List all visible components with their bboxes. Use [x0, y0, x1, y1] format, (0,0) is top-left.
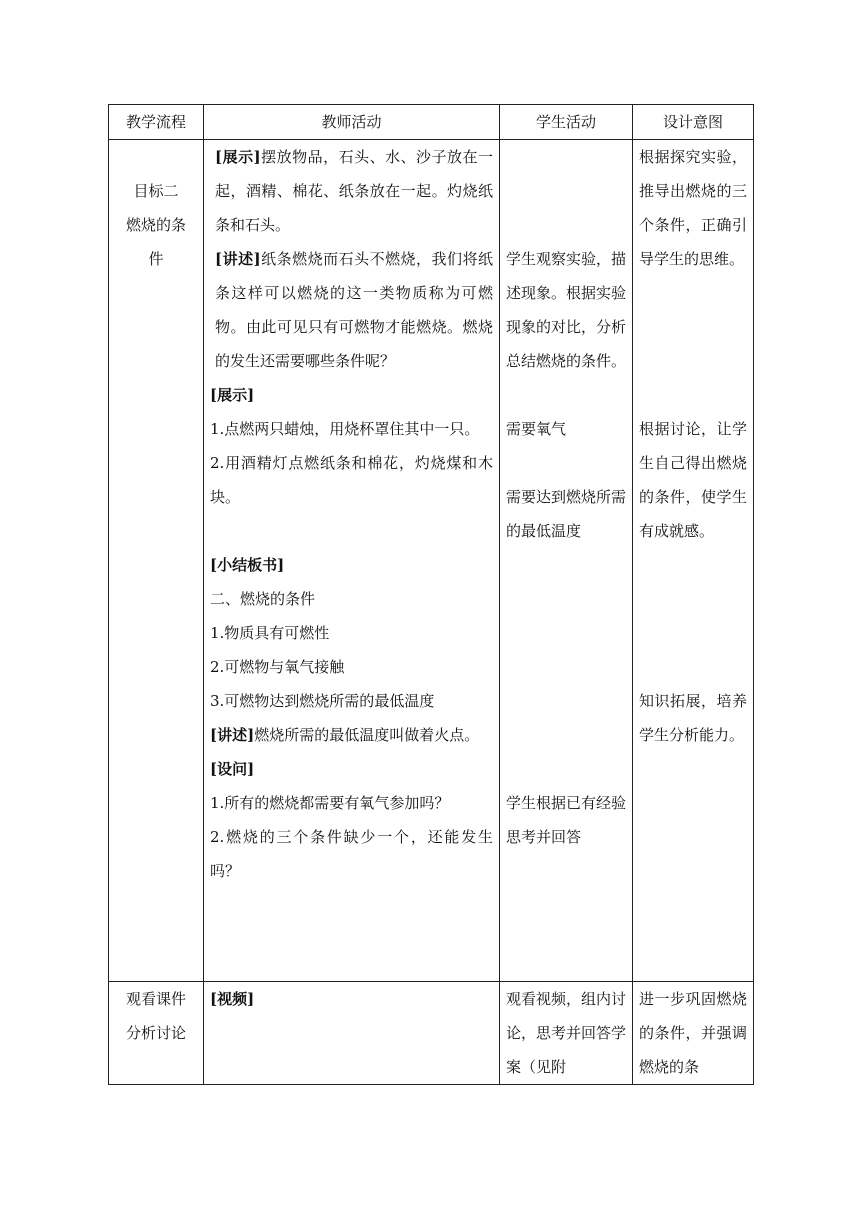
intent-text: 进一步巩固燃烧的条件，并强调燃烧的条 — [639, 990, 747, 1076]
flow-line: 观看课件 — [125, 990, 186, 1008]
table-row-goal2 — [109, 140, 754, 982]
table-row-video — [109, 982, 754, 1085]
narration-paragraph — [210, 242, 493, 378]
student-text: 观看视频，组内讨论，思考并回答学案（见附 — [506, 990, 627, 1076]
student-text: 学生观察实验，描述现象。根据实验现象的对比，分析总结燃烧的条件。 — [506, 250, 627, 370]
student-text: 学生根据已有经验思考并回答 — [506, 794, 627, 846]
show-paragraph — [210, 140, 493, 242]
flow-line: 分析讨论 — [125, 1024, 186, 1042]
header-intent: 设计意图 — [633, 105, 754, 140]
student-activity-cell-2 — [500, 982, 633, 1085]
design-intent-cell — [633, 140, 754, 982]
student-text: 需要氧气 — [506, 420, 567, 438]
flow-line: 目标二 — [133, 182, 179, 200]
teacher-activity-cell-2 — [204, 982, 500, 1085]
teacher-activity-cell — [204, 140, 500, 982]
summary-item: 1.物质具有可燃性 — [210, 624, 330, 642]
show-item: 1.点燃两只蜡烛，用烧杯罩住其中一只。 — [210, 420, 480, 438]
show-text: 摆放物品，石头、水、沙子放在一起，酒精、棉花、纸条放在一起。灼烧纸条和石头。 — [215, 148, 493, 234]
header-teacher: 教师活动 — [204, 105, 500, 140]
design-intent-cell-2 — [633, 982, 754, 1085]
header-flow: 教学流程 — [109, 105, 204, 140]
flow-line: 燃烧的条 — [125, 216, 186, 234]
intent-text: 根据讨论，让学生自己得出燃烧的条件，使学生有成就感。 — [639, 420, 747, 540]
video-tag: [视频] — [210, 990, 255, 1008]
ask-item: 2.燃烧的三个条件缺少一个，还能发生吗？ — [210, 828, 493, 880]
show-tag-2: [展示] — [210, 386, 255, 404]
summary-item: 3.可燃物达到燃烧所需的最低温度 — [210, 692, 435, 710]
intent-text: 根据探究实验，推导出燃烧的三个条件，正确引导学生的思维。 — [639, 148, 747, 268]
narration-tag: [讲述] — [215, 250, 261, 268]
student-activity-cell — [500, 140, 633, 982]
flow-line: 件 — [148, 250, 164, 268]
summary-item: 2.可燃物与氧气接触 — [210, 658, 345, 676]
narration-text: 燃烧所需的最低温度叫做着火点。 — [254, 726, 480, 744]
narration-text: 纸条燃烧而石头不燃烧，我们将纸条这样可以燃烧的这一类物质称为可燃物。由此可见只有可燃物才能燃烧。燃烧的发生还需要哪些条件呢？ — [215, 250, 493, 370]
flow-cell-video — [109, 982, 204, 1085]
show-item: 2.用酒精灯点燃纸条和棉花，灼烧煤和木块。 — [210, 454, 493, 506]
ask-tag: [设问] — [210, 760, 255, 778]
ask-item: 1.所有的燃烧都需要有氧气参加吗？ — [210, 794, 450, 812]
summary-title: 二、燃烧的条件 — [210, 590, 316, 608]
show-tag: [展示] — [215, 148, 261, 166]
intent-text: 知识拓展，培养学生分析能力。 — [639, 692, 747, 744]
flow-cell-goal2 — [109, 140, 204, 982]
narration-tag: [讲述] — [210, 726, 255, 744]
table-header-row — [109, 105, 754, 140]
header-student: 学生活动 — [500, 105, 633, 140]
summary-tag: [小结板书] — [210, 556, 285, 574]
student-text: 需要达到燃烧所需的最低温度 — [506, 488, 627, 540]
narration-paragraph-2 — [210, 718, 493, 752]
lesson-plan-table — [108, 104, 754, 1085]
